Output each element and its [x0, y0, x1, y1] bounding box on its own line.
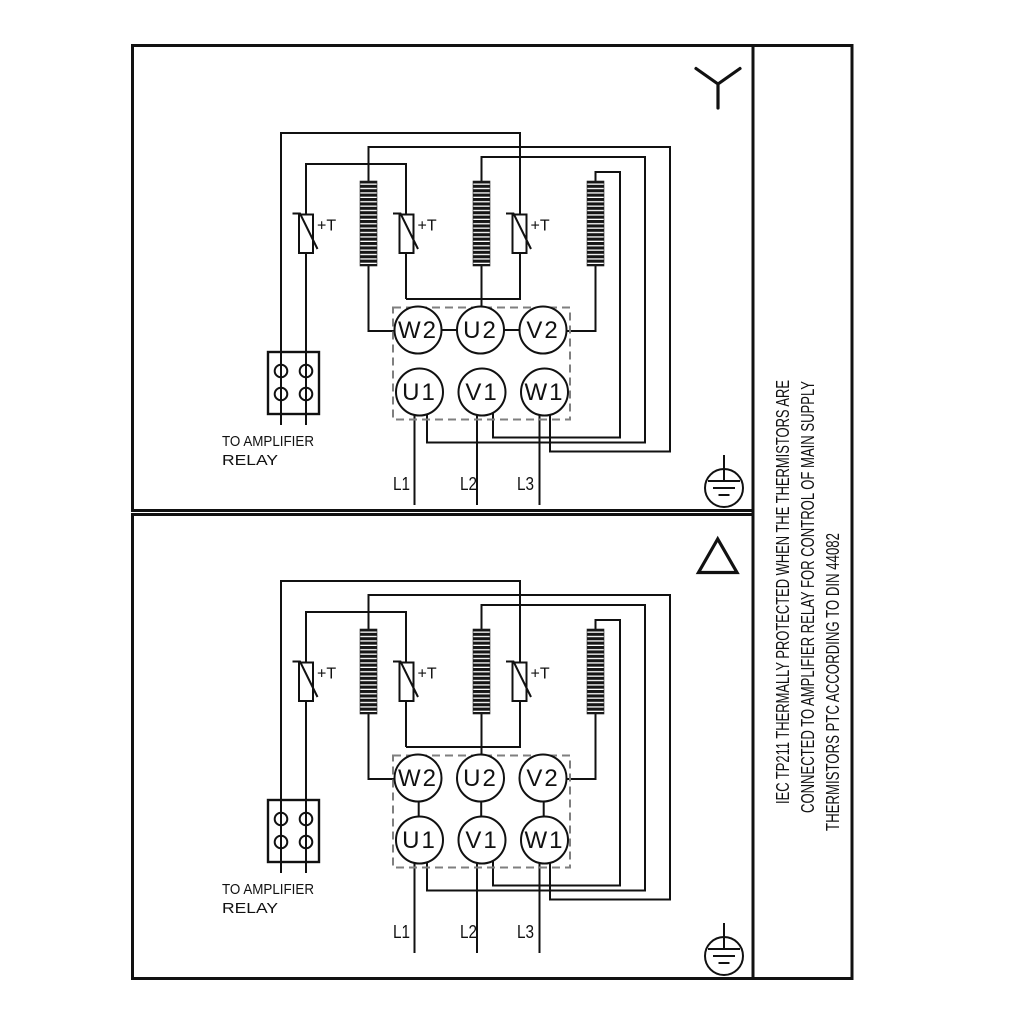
ground-icon [705, 923, 743, 975]
terminal-label-v2: V2 [526, 765, 560, 792]
relay-note: RELAY [222, 452, 278, 469]
terminal-label-u1: U1 [402, 379, 437, 406]
terminal-label-v1: V1 [465, 379, 499, 406]
side-note-line-1: IEC TP211 THERMALLY PROTECTED WHEN THE THERMISTORS ARE [773, 213, 793, 804]
thermistor-label: +T [317, 665, 337, 683]
terminal-label-v2: V2 [526, 317, 560, 344]
relay-note: TO AMPLIFIER [222, 881, 315, 898]
thermistor-label: +T [317, 217, 337, 235]
side-note-line-2: CONNECTED TO AMPLIFIER RELAY FOR CONTROL OF MAIN SUPPLY [798, 218, 818, 813]
side-note [773, 213, 843, 831]
terminal-label-w2: W2 [398, 317, 438, 344]
star-symbol [696, 69, 740, 109]
terminal-label-v1: V1 [465, 827, 499, 854]
supply-label-l2: L2 [460, 474, 477, 494]
supply-label-l3: L3 [517, 474, 534, 494]
thermistor-label: +T [417, 665, 437, 683]
panel-star [222, 69, 743, 508]
panel-delta [222, 539, 743, 975]
thermistor-label: +T [417, 217, 437, 235]
delta-bridge-links [419, 802, 544, 817]
terminal-label-u2: U2 [463, 765, 498, 792]
relay-note: RELAY [222, 900, 278, 917]
supply-label-l2: L2 [460, 922, 477, 942]
delta-symbol [699, 539, 738, 573]
terminal-label-u2: U2 [463, 317, 498, 344]
terminal-label-w2: W2 [398, 765, 438, 792]
side-note-line-3: THERMISTORS PTC ACCORDING TO DIN 44082 [823, 424, 843, 831]
thermistor-label: +T [530, 665, 550, 683]
supply-label-l3: L3 [517, 922, 534, 942]
terminal-label-u1: U1 [402, 827, 437, 854]
terminal-label-w1: W1 [524, 827, 565, 854]
supply-label-l1: L1 [393, 922, 410, 942]
thermistor-label: +T [530, 217, 550, 235]
terminal-label-w1: W1 [524, 379, 565, 406]
relay-note: TO AMPLIFIER [222, 433, 315, 450]
ground-icon [705, 455, 743, 507]
supply-label-l1: L1 [393, 474, 410, 494]
